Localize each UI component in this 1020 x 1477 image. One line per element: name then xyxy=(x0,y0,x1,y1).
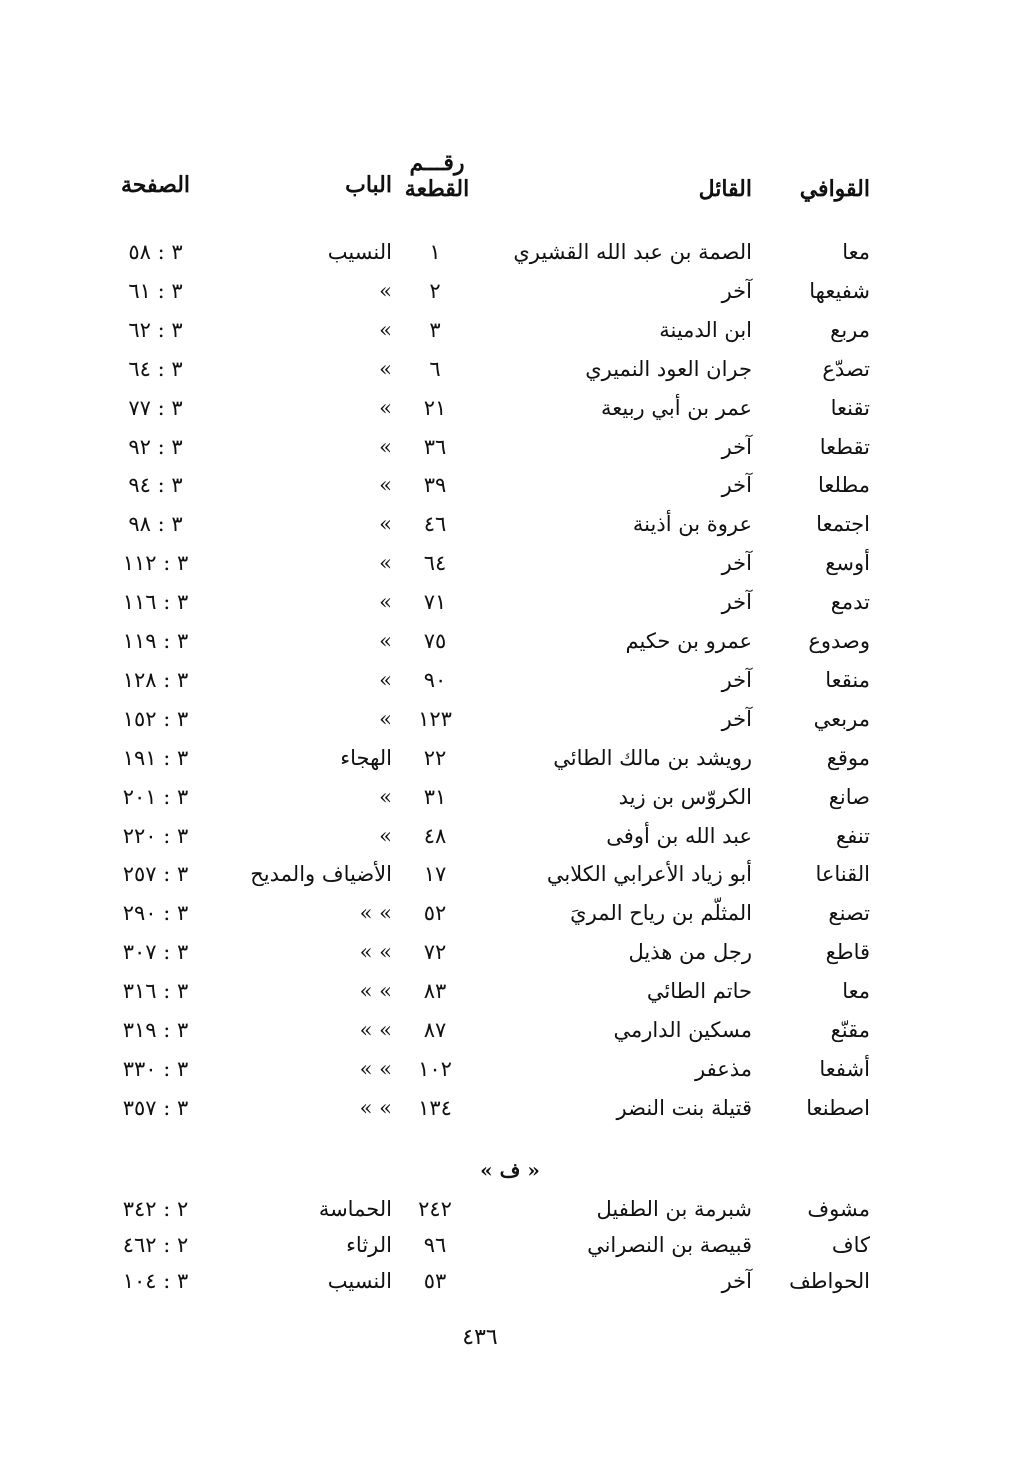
header-piece-number-bottom: القطعة xyxy=(404,176,470,202)
chapter-cell: » xyxy=(379,823,392,848)
piece-number-cell: ١٣٤ xyxy=(418,1095,452,1120)
chapter-cell: النسيب xyxy=(327,1269,392,1293)
page-ref-cell: ٣ : ١١٦ xyxy=(122,590,189,615)
rhyme-cell: تصنع xyxy=(828,901,870,926)
rhyme-cell: صانع xyxy=(828,784,870,809)
speaker-cell: أبو زياد الأعرابي الكلابي xyxy=(546,862,752,887)
page-number: ٤٣٦ xyxy=(462,1325,498,1350)
page-ref-cell: ٣ : ١١٢ xyxy=(122,551,189,576)
chapter-cell: » xyxy=(379,356,392,381)
piece-number-cell: ٩٠ xyxy=(423,667,447,692)
header-rhymes: القوافي xyxy=(799,176,870,202)
speaker-cell: الصمة بن عبد الله القشيري xyxy=(513,240,752,264)
piece-number-cell: ٣٦ xyxy=(423,434,447,459)
speaker-cell: آخر xyxy=(721,434,752,459)
piece-number-cell: ١٧ xyxy=(423,862,447,887)
speaker-cell: عبد الله بن أوفى xyxy=(606,823,752,848)
page-ref-cell: ٣ : ٣٥٧ xyxy=(122,1095,189,1120)
piece-number-cell: ٧١ xyxy=(423,590,447,615)
piece-number-cell: ٣٩ xyxy=(423,473,447,498)
rhyme-cell: اجتمعا xyxy=(816,512,870,537)
chapter-cell: » xyxy=(379,667,392,692)
piece-number-cell: ٢٢ xyxy=(423,745,447,770)
rhyme-cell: القناعا xyxy=(815,862,870,887)
chapter-cell: الأضياف والمديح xyxy=(250,862,392,887)
chapter-cell: الحماسة xyxy=(318,1197,392,1221)
page-ref-cell: ٣ : ٦٤ xyxy=(128,356,183,381)
speaker-cell: مذعفر xyxy=(694,1056,752,1081)
page-ref-cell: ٣ : ١٩١ xyxy=(122,745,189,770)
speaker-cell: عمر بن أبي ربيعة xyxy=(600,395,752,420)
page-ref-cell: ٣ : ٧٧ xyxy=(128,395,183,420)
page-ref-cell: ٣ : ١١٩ xyxy=(122,629,189,653)
page-ref-cell: ٣ : ٩٤ xyxy=(128,473,183,498)
speaker-cell: آخر xyxy=(721,278,752,303)
speaker-cell: قتيلة بنت النضر xyxy=(616,1095,752,1120)
piece-number-cell: ٨٣ xyxy=(423,979,447,1004)
speaker-cell: عروة بن أذينة xyxy=(632,512,752,537)
rhyme-cell: الحواطف xyxy=(789,1269,870,1293)
piece-number-cell: ٣١ xyxy=(423,784,447,809)
speaker-cell: مسكين الدارمي xyxy=(613,1018,752,1042)
rhyme-cell: تنفع xyxy=(836,823,870,848)
piece-number-cell: ٦ xyxy=(429,356,441,381)
piece-number-cell: ٦٤ xyxy=(423,551,447,576)
rhyme-cell: مربع xyxy=(830,317,870,342)
page-ref-cell: ٣ : ٦٢ xyxy=(128,317,183,342)
piece-number-cell: ١٢٣ xyxy=(418,706,452,731)
speaker-cell: شبرمة بن الطفيل xyxy=(596,1197,752,1221)
rhyme-cell: تصدّع xyxy=(822,356,870,381)
page-ref-cell: ٣ : ٩٢ xyxy=(128,434,183,459)
page-ref-cell: ٣ : ٦١ xyxy=(128,278,183,303)
piece-number-cell: ٢١ xyxy=(423,395,447,420)
page-ref-cell: ٣ : ٢٩٠ xyxy=(122,901,189,926)
chapter-cell: » xyxy=(379,434,392,459)
page-ref-cell: ٣ : ١٥٢ xyxy=(122,706,189,731)
page-ref-cell: ٣ : ٢٢٠ xyxy=(122,823,189,848)
page-ref-cell: ٣ : ٣٠٧ xyxy=(122,940,189,965)
page-ref-cell: ٣ : ٥٨ xyxy=(128,240,183,264)
header-page: الصفحة xyxy=(120,172,191,198)
speaker-cell: آخر xyxy=(721,667,752,692)
chapter-cell: الرثاء xyxy=(346,1233,392,1257)
page-ref-cell: ٣ : ٢٥٧ xyxy=(122,862,189,887)
rhyme-cell: أشفعا xyxy=(819,1056,870,1081)
speaker-cell: عمرو بن حكيم xyxy=(625,629,752,653)
piece-number-cell: ٧٢ xyxy=(423,940,447,965)
chapter-cell: » » xyxy=(359,979,392,1004)
rhyme-cell: معا xyxy=(842,979,870,1004)
page-ref-cell: ٣ : ١٠٤ xyxy=(122,1269,189,1293)
rhyme-cell: وصدوع xyxy=(808,629,870,653)
chapter-cell: » xyxy=(379,512,392,537)
chapter-cell: » xyxy=(379,706,392,731)
chapter-cell: » » xyxy=(359,1018,392,1042)
chapter-cell: الهجاء xyxy=(340,745,392,770)
chapter-cell: » » xyxy=(359,901,392,926)
header-piece-number xyxy=(402,150,472,202)
header-chapter: الباب xyxy=(345,172,392,198)
speaker-cell: جران العود النميري xyxy=(585,356,752,381)
rhyme-cell: تدمع xyxy=(830,590,870,615)
chapter-cell: » xyxy=(379,317,392,342)
rhyme-cell: مشوف xyxy=(807,1197,870,1221)
rhyme-cell: موقع xyxy=(826,745,870,770)
page-ref-cell: ٣ : ٩٨ xyxy=(128,512,183,537)
chapter-cell: النسيب xyxy=(327,240,392,264)
rhyme-cell: معا xyxy=(842,240,870,264)
page-ref-cell: ٢ : ٤٦٢ xyxy=(122,1233,189,1257)
piece-number-cell: ٥٣ xyxy=(423,1269,447,1293)
piece-number-cell: ٩٦ xyxy=(423,1233,447,1257)
rhyme-cell: مقنّع xyxy=(830,1018,870,1042)
chapter-cell: » xyxy=(379,590,392,615)
piece-number-cell: ١٠٢ xyxy=(418,1056,452,1081)
chapter-cell: » » xyxy=(359,1056,392,1081)
speaker-cell: آخر xyxy=(721,590,752,615)
page-ref-cell: ٣ : ٣٣٠ xyxy=(122,1056,189,1081)
piece-number-cell: ٤٨ xyxy=(423,823,447,848)
rhyme-cell: مربعي xyxy=(813,706,870,731)
page-ref-cell: ٣ : ٣١٩ xyxy=(122,1018,189,1042)
chapter-cell: » » xyxy=(359,940,392,965)
rhyme-cell: تقطعا xyxy=(819,434,870,459)
piece-number-cell: ٣ xyxy=(429,317,441,342)
page-ref-cell: ٣ : ٣١٦ xyxy=(122,979,189,1004)
chapter-cell: » xyxy=(379,395,392,420)
rhyme-cell: كاف xyxy=(831,1233,870,1257)
speaker-cell: آخر xyxy=(721,473,752,498)
speaker-cell: رجل من هذيل xyxy=(628,940,752,965)
speaker-cell: المثلّم بن رياح المريَ xyxy=(570,901,752,926)
rhyme-cell: شفيعها xyxy=(809,278,870,303)
rhyme-cell: تقنعا xyxy=(830,395,870,420)
piece-number-cell: ٢ xyxy=(429,278,441,303)
chapter-cell: » xyxy=(379,629,392,653)
section-letter: « ف » xyxy=(480,1158,540,1182)
speaker-cell: آخر xyxy=(721,551,752,576)
chapter-cell: » xyxy=(379,278,392,303)
rhyme-cell: قاطع xyxy=(825,940,870,965)
page-ref-cell: ٣ : ١٢٨ xyxy=(122,667,189,692)
piece-number-cell: ٢٤٢ xyxy=(418,1197,452,1221)
piece-number-cell: ٥٢ xyxy=(423,901,447,926)
speaker-cell: الكروّس بن زيد xyxy=(618,784,752,809)
piece-number-cell: ٤٦ xyxy=(423,512,447,537)
rhyme-cell: اصطنعا xyxy=(806,1095,870,1120)
speaker-cell: آخر xyxy=(721,1269,752,1293)
speaker-cell: ابن الدمينة xyxy=(659,317,752,342)
speaker-cell: حاتم الطائي xyxy=(646,979,752,1004)
chapter-cell: » xyxy=(379,473,392,498)
chapter-cell: » » xyxy=(359,1095,392,1120)
piece-number-cell: ٧٥ xyxy=(423,629,447,653)
page-ref-cell: ٣ : ٢٠١ xyxy=(122,784,189,809)
rhyme-cell: أوسع xyxy=(825,551,870,576)
page-ref-cell: ٢ : ٣٤٢ xyxy=(122,1197,189,1221)
speaker-cell: رويشد بن مالك الطائي xyxy=(553,745,752,770)
chapter-cell: » xyxy=(379,784,392,809)
header-piece-number-top: رقـــم xyxy=(409,150,465,176)
header-speaker: القائل xyxy=(698,176,752,202)
speaker-cell: آخر xyxy=(721,706,752,731)
piece-number-cell: ٨٧ xyxy=(423,1018,447,1042)
piece-number-cell: ١ xyxy=(429,240,441,264)
chapter-cell: » xyxy=(379,551,392,576)
rhyme-cell: منقعا xyxy=(825,667,870,692)
speaker-cell: قبيصة بن النصراني xyxy=(587,1233,752,1257)
rhyme-cell: مطلعا xyxy=(818,473,870,498)
